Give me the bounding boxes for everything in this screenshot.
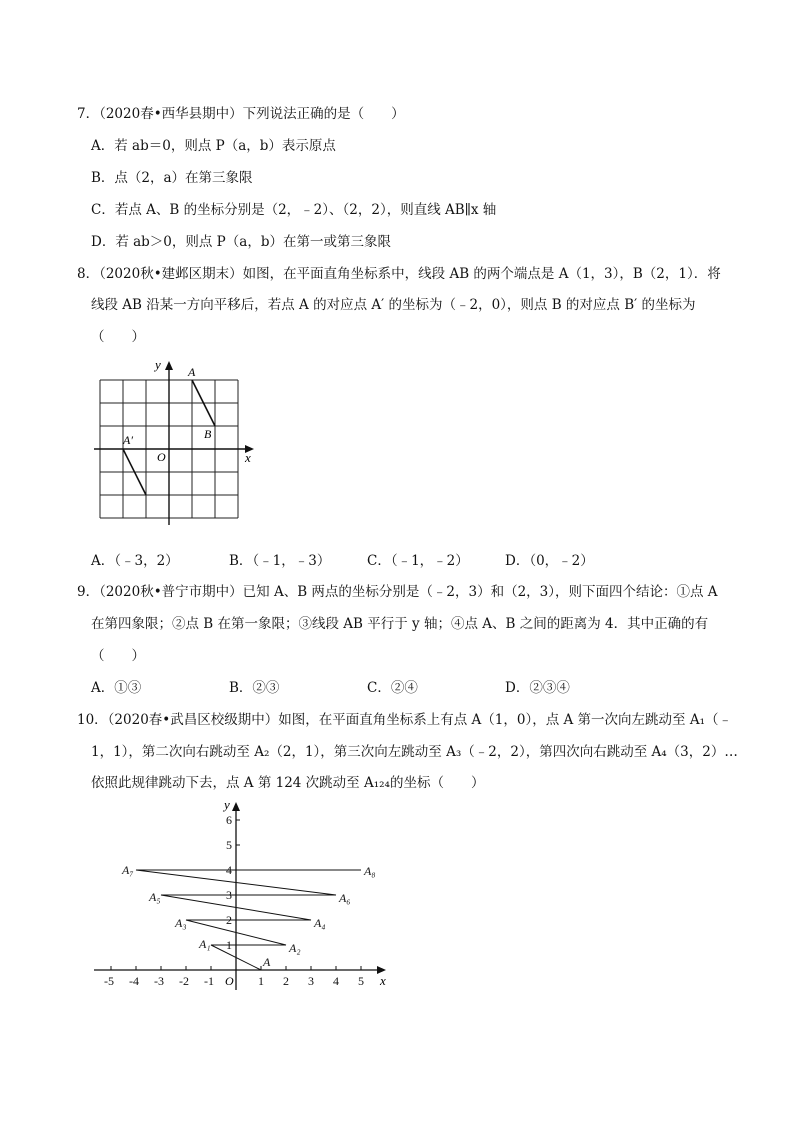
q10-point-label: A (263, 955, 271, 969)
q10-point-label: A₃ (175, 916, 187, 930)
q8-figure (92, 355, 262, 530)
q10-x-tick: 1 (258, 974, 264, 988)
q8-choices (91, 549, 651, 569)
q10-point-label: A₄ (314, 916, 326, 930)
q10-y-arrow (232, 802, 240, 811)
q10-y-tick: 2 (226, 913, 232, 927)
q10-stem-line-3: 依照此规律跳动下去，点 A 第 124 次跳动至 A₁₂₄的坐标（ ） (91, 775, 485, 791)
q8-x-label: x (245, 450, 251, 465)
q10-x-tick: -4 (129, 974, 139, 988)
q10-jump-path (136, 870, 361, 970)
q7-option-c: C．若点 A、B 的坐标分别是（2，﹣2）、（2，2），则直线 AB∥x 轴 (91, 202, 497, 218)
q10-x-tick: -5 (104, 974, 114, 988)
q10-x-label: x (380, 973, 386, 988)
q9-stem-line-3: （ ） (91, 648, 145, 664)
q8-origin-label: O (157, 450, 166, 464)
q10-x-tick: -3 (154, 974, 164, 988)
q9-stem-line-2: 在第四象限；②点 B 在第一象限；③线段 AB 平行于 y 轴；④点 A、B 之间的距离为 4．其中正确的有 (91, 616, 709, 632)
q10-x-tick: 5 (358, 974, 364, 988)
q10-x-tick-labels (104, 974, 364, 988)
q10-x-tick: 3 (308, 974, 314, 988)
q8-point-a-prime-label: A′ (123, 433, 133, 447)
q9-stem-line-1: 9．（2020秋•普宁市期中）已知 A、B 两点的坐标分别是（﹣2，3）和（2，3），则下面四个结论：①点 A (77, 584, 718, 600)
q7-option-d: D．若 ab＞0，则点 P（a，b）在第一或第三象限 (91, 234, 391, 250)
q10-point-label: A₆ (339, 891, 351, 905)
q8-choice-a: A．（﹣3，2） (91, 553, 179, 569)
q10-origin-label: O (225, 974, 234, 988)
q10-y-tick: 4 (226, 863, 232, 877)
q10-point-label: A₈ (364, 864, 376, 878)
q9-choice-c: C．②④ (367, 680, 418, 696)
q8-choice-c: C．（﹣1，﹣2） (367, 553, 469, 569)
q10-figure (90, 795, 400, 995)
q10-stem-line-1: 10．（2020春•武昌区校级期中）如图，在平面直角坐标系上有点 A（1，0），点 A 第一次向左跳动至 A₁（﹣ (77, 712, 732, 728)
q8-choice-b: B．（﹣1，﹣3） (229, 553, 331, 569)
q8-point-b-label: B (204, 427, 212, 441)
q10-y-tick: 1 (226, 938, 232, 952)
q8-stem-line-2: 线段 AB 沿某一方向平移后，若点 A 的对应点 A′ 的坐标为（﹣2，0），则点 B 的对应点 B′ 的坐标为 (91, 297, 696, 313)
q10-y-tick: 5 (226, 838, 232, 852)
q9-choice-b: B．②③ (229, 680, 280, 696)
q10-point-label: A₂ (289, 941, 301, 955)
q10-x-tick: -1 (204, 974, 214, 988)
q8-choice-d: D．（0，﹣2） (505, 553, 594, 569)
q8-stem-line-1: 8．（2020秋•建邺区期末）如图，在平面直角坐标系中，线段 AB 的两个端点是 A（1，3），B（2，1）．将 (77, 266, 721, 282)
q7-stem: 7．（2020春•西华县期中）下列说法正确的是（ ） (77, 106, 405, 122)
q10-point-labels (121, 863, 376, 969)
q9-choice-a: A．①③ (91, 680, 142, 696)
q9-choices (91, 676, 651, 696)
q10-y-label: y (224, 797, 230, 812)
q10-x-tick: -2 (179, 974, 189, 988)
q10-stem-line-2: 1，1），第二次向右跳动至 A₂（2，1），第三次向左跳动至 A₃（﹣2，2），第四次向右跳动至 A₄（3，2）… (91, 744, 738, 760)
q8-point-a-label: A (188, 365, 196, 379)
q8-stem-line-3: （ ） (91, 329, 145, 345)
q10-point-label: A₅ (149, 890, 161, 904)
q8-y-label: y (155, 357, 161, 372)
q10-x-tick: 2 (283, 974, 289, 988)
q10-x-tick: 4 (333, 974, 339, 988)
q10-point-label: A₇ (122, 863, 134, 877)
q10-y-tick: 3 (226, 888, 232, 902)
q10-point-label: A₁ (199, 937, 211, 951)
q9-choice-d: D．②③④ (505, 680, 570, 696)
q8-y-arrow (165, 361, 173, 370)
q7-option-a: A．若 ab＝0，则点 P（a，b）表示原点 (91, 138, 336, 154)
q10-y-tick: 6 (226, 813, 232, 827)
q7-option-b: B．点（2，a）在第三象限 (91, 170, 253, 186)
